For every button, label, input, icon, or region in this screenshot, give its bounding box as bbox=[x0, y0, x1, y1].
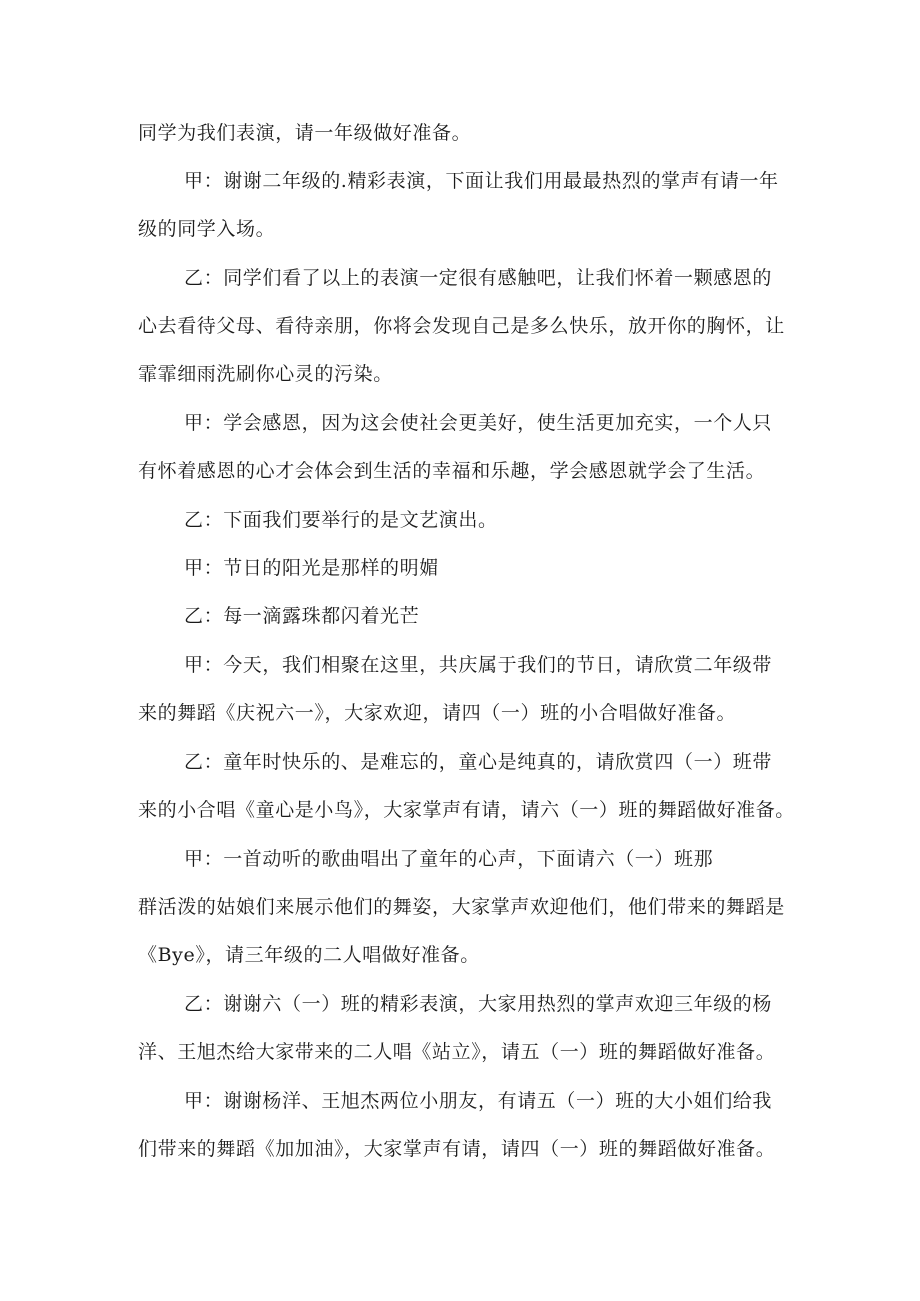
text-line-6: 霏霏细雨洗刷你心灵的污染。 bbox=[138, 363, 393, 385]
text-line-19: 乙：谢谢六（一）班的精彩表演，大家用热烈的掌声欢迎三年级的杨 bbox=[184, 993, 773, 1015]
text-line-22: 们带来的舞蹈《加加油》，大家掌声有请，请四（一）班的舞蹈做好准备。 bbox=[138, 1138, 776, 1160]
text-line-11: 乙：每一滴露珠都闪着光芒 bbox=[184, 605, 420, 627]
text-line-18: 《Bye》，请三年级的二人唱做好准备。 bbox=[138, 944, 480, 966]
text-line-1: 同学为我们表演，请一年级做好准备。 bbox=[138, 122, 472, 144]
text-line-17: 群活泼的姑娘们来展示他们的舞姿，大家掌声欢迎他们，他们带来的舞蹈是 bbox=[138, 896, 785, 918]
text-line-16: 甲：一首动听的歌曲唱出了童年的心声，下面请六（一）班那 bbox=[184, 848, 714, 870]
text-line-3: 级的同学入场。 bbox=[138, 218, 276, 240]
text-line-9: 乙：下面我们要举行的是文艺演出。 bbox=[184, 509, 498, 531]
text-line-10: 甲：节日的阳光是那样的明媚 bbox=[184, 557, 439, 579]
text-line-2: 甲：谢谢二年级的.精彩表演，下面让我们用最最热烈的掌声有请一年 bbox=[184, 170, 779, 192]
text-line-12: 甲：今天，我们相聚在这里，共庆属于我们的节日，请欣赏二年级带 bbox=[184, 654, 773, 676]
text-line-14: 乙：童年时快乐的、是难忘的，童心是纯真的，请欣赏四（一）班带 bbox=[184, 751, 773, 773]
text-line-5: 心去看待父母、看待亲朋，你将会发现自己是多么快乐，放开你的胸怀，让 bbox=[138, 315, 785, 337]
text-line-20: 洋、王旭杰给大家带来的二人唱《站立》，请五（一）班的舞蹈做好准备。 bbox=[138, 1041, 776, 1063]
text-line-21: 甲：谢谢杨洋、王旭杰两位小朋友，有请五（一）班的大小姐们给我 bbox=[184, 1090, 773, 1112]
text-line-4: 乙：同学们看了以上的表演一定很有感触吧，让我们怀着一颗感恩的 bbox=[184, 267, 773, 289]
text-line-15: 来的小合唱《童心是小鸟》，大家掌声有请，请六（一）班的舞蹈做好准备。 bbox=[138, 799, 795, 821]
text-line-8: 有怀着感恩的心才会体会到生活的幸福和乐趣，学会感恩就学会了生活。 bbox=[138, 460, 766, 482]
text-line-13: 来的舞蹈《庆祝六一》，大家欢迎，请四（一）班的小合唱做好准备。 bbox=[138, 702, 737, 724]
text-line-7: 甲：学会感恩，因为这会使社会更美好，使生活更加充实，一个人只 bbox=[184, 412, 773, 434]
